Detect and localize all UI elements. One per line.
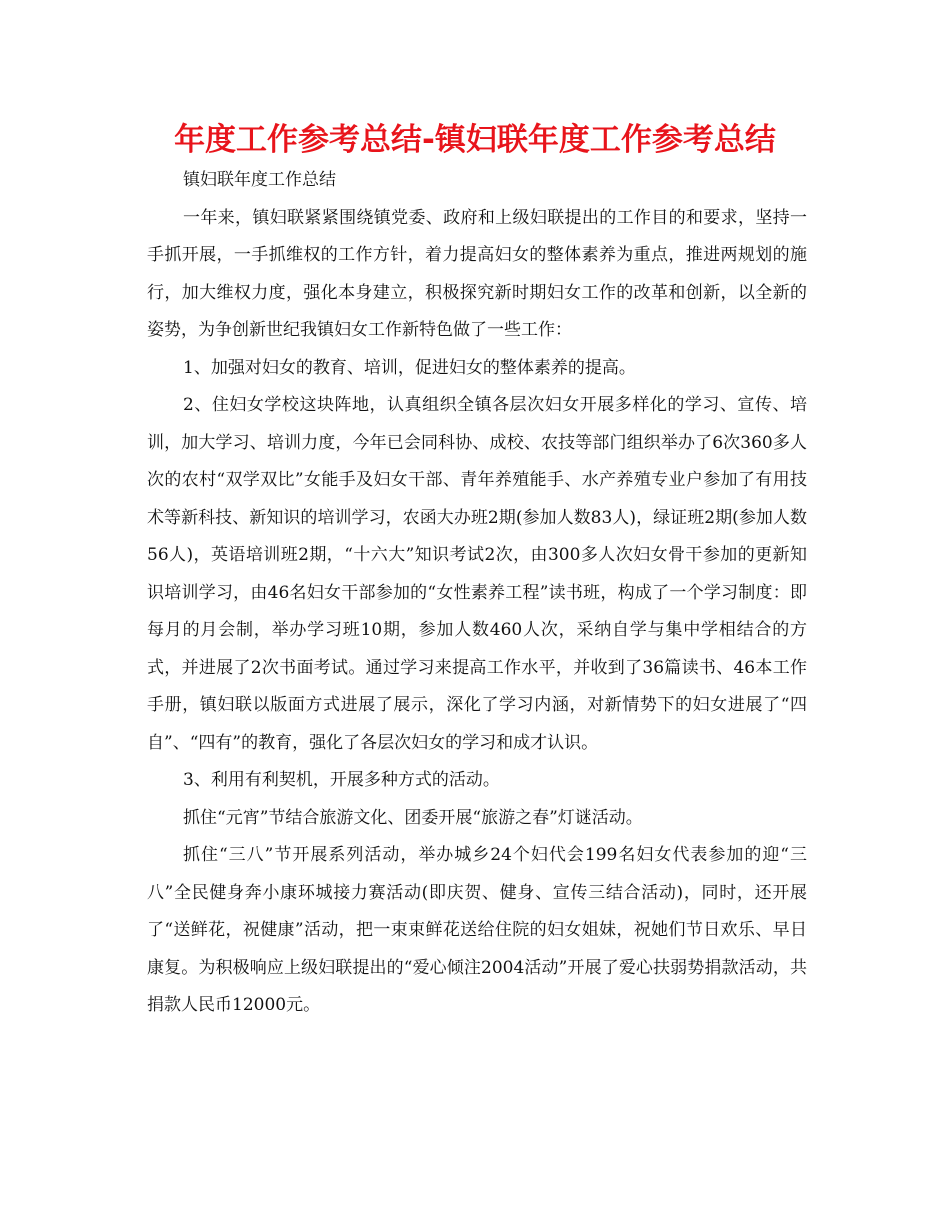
paragraph-intro: 一年来，镇妇联紧紧围绕镇党委、政府和上级妇联提出的工作目的和要求，坚持一手抓开展，一手抓维权的工作方针，着力提高妇女的整体素养为重点，推进两规划的施行，加大维权力度，强化本身建立，积极探究新时期妇女工作的改革和创新，以全新的姿势，为争创新世纪我镇妇女工作新特色做了一些工作： bbox=[147, 207, 807, 340]
paragraph-item-3: 3、利用有利契机，开展多种方式的活动。 bbox=[183, 770, 500, 790]
paragraph-item-1: 1、加强对妇女的教育、培训，促进妇女的整体素养的提高。 bbox=[183, 357, 636, 378]
document-body bbox=[147, 162, 807, 1025]
paragraph-lantern: 抓住“元宵”节结合旅游文化、团委开展“旅游之春”灯谜活动。 bbox=[183, 807, 643, 828]
paragraph-item-2: 2、住妇女学校这块阵地，认真组织全镇各层次妇女开展多样化的学习、宣传、培训，加大学习、培训力度，今年已会同科协、成校、农技等部门组织举办了6次360多人次的农村“双学双比”女能手及妇女干部、青年养殖能手、水产养殖专业户参加了有用技术等新科技、新知识的培训学习，农函大办班2期(参加人数83人)，绿证班2期(参加人数56人)，英语培训班2期，“十六大”知识考试2次，由300多人次妇女骨干参加的更新知识培训学习，由46名妇女干部参加的“女性素养工程”读书班，构成了一个学习制度：即每月的月会制，举办学习班10期，参加人数460人次，采纳自学与集中学相结合的方式，并进展了2次书面考试。通过学习来提高工作水平，并收到了36篇读书、46本工作手册，镇妇联以版面方式进展了展示，深化了学习内涵，对新情势下的妇女进展了“四自”、“四有”的教育，强化了各层次妇女的学习和成才认识。 bbox=[147, 395, 807, 753]
document-title: 年度工作参考总结-镇妇联年度工作参考总结 bbox=[174, 122, 776, 158]
document-subtitle: 镇妇联年度工作总结 bbox=[183, 170, 336, 190]
paragraph-womens-day: 抓住“三八”节开展系列活动，举办城乡24个妇代会199名妇女代表参加的迎“三八”全民健身奔小康环城接力赛活动(即庆贺、健身、宣传三结合活动)，同时，还开展了“送鲜花，祝健康”活动，把一束束鲜花送给住院的妇女姐妹，祝她们节日欢乐、早日康复。为积极响应上级妇联提出的“爱心倾注2004活动”开展了爱心扶弱势捐款活动，共捐款人民币12000元。 bbox=[147, 845, 807, 1015]
